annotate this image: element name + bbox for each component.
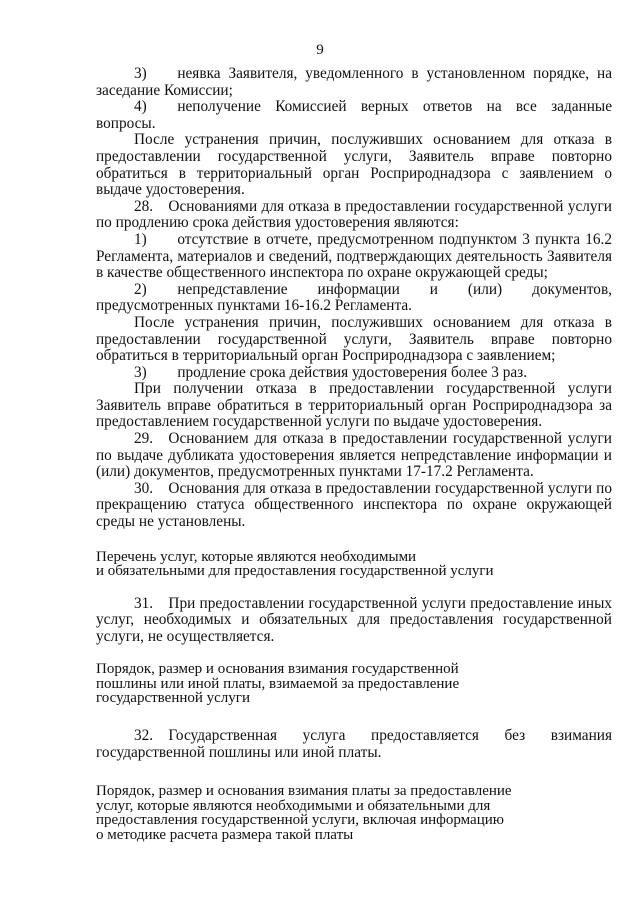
paragraph: 3) неявка Заявителя, уведомленного в установленном порядке, на заседание Комиссии; <box>96 65 612 99</box>
paragraph: 30. Основания для отказа в предоставлении государственной услуги по прекращению статуса общественного инспектора по охране окружающей среды не установлены. <box>96 479 612 531</box>
paragraph: При получении отказа в предоставлении государственной услуги Заявитель вправе обратиться в территориальный орган Росприроднадзора за предоставлением государственной услуги по выдаче удостоверения. <box>96 380 612 431</box>
paragraph: 32. Государственная услуга предоставляется без взимания государственной пошлины или иной платы. <box>96 726 612 761</box>
paragraph: 1) отсутствие в отчете, предусмотренном подпунктом 3 пункта 16.2 Регламента, материалов и сведений, подтверждающих деятельность Заявителя в качестве общественного инспектора по охране окружающей среды; <box>96 230 612 282</box>
paragraph: После устранения причин, послуживших основанием для отказа в предоставлении государственной услуги, Заявитель вправе повторно обратиться в территориальный орган Росприроднадзора с заявлением о выдаче удостоверения. <box>96 131 612 199</box>
paragraph: 28. Основаниями для отказа в предоставлении государственной услуги по продлению срока действия удостоверения являются: <box>96 197 612 232</box>
paragraph: После устранения причин, послуживших основанием для отказа в предоставлении государственной услуги, Заявитель вправе повторно обратиться в территориальный орган Росприроднадзора с заявлением; <box>96 313 612 365</box>
paragraph: 2) непредставление информации и (или) документов, предусмотренных пунктами 16-16.2 Регламента. <box>96 280 612 315</box>
section-heading: Порядок, размер и основания взимания государственной пошлины или иной платы, взимаемой за предоставление государственной услуги <box>96 661 460 707</box>
paragraph: 31. При предоставлении государственной услуги предоставление иных услуг, необходимых и обязательных для предоставления государственной услуги, не осуществляется. <box>96 594 612 645</box>
paragraph: 4) неполучение Комиссией верных ответов на все заданные вопросы. <box>96 98 612 132</box>
section-heading: Перечень услуг, которые являются необходимыми и обязательными для предоставления государственной услуги <box>96 548 494 580</box>
paragraph: 29. Основанием для отказа в предоставлении государственной услуги по выдаче дубликата удостоверения является непредставление информации и (или) документов, предусмотренных пунктами 17-17.2 Регламента. <box>96 430 612 481</box>
paragraph: 3) продление срока действия удостоверения более 3 раз. <box>134 363 528 381</box>
document-body <box>96 66 612 842</box>
section-heading: Порядок, размер и основания взимания платы за предоставление услуг, которые являются необходимыми и обязательными для предоставления государственной услуги, включая информацию о методике расчета размера такой платы <box>96 783 512 843</box>
page-number: 9 <box>316 42 324 58</box>
